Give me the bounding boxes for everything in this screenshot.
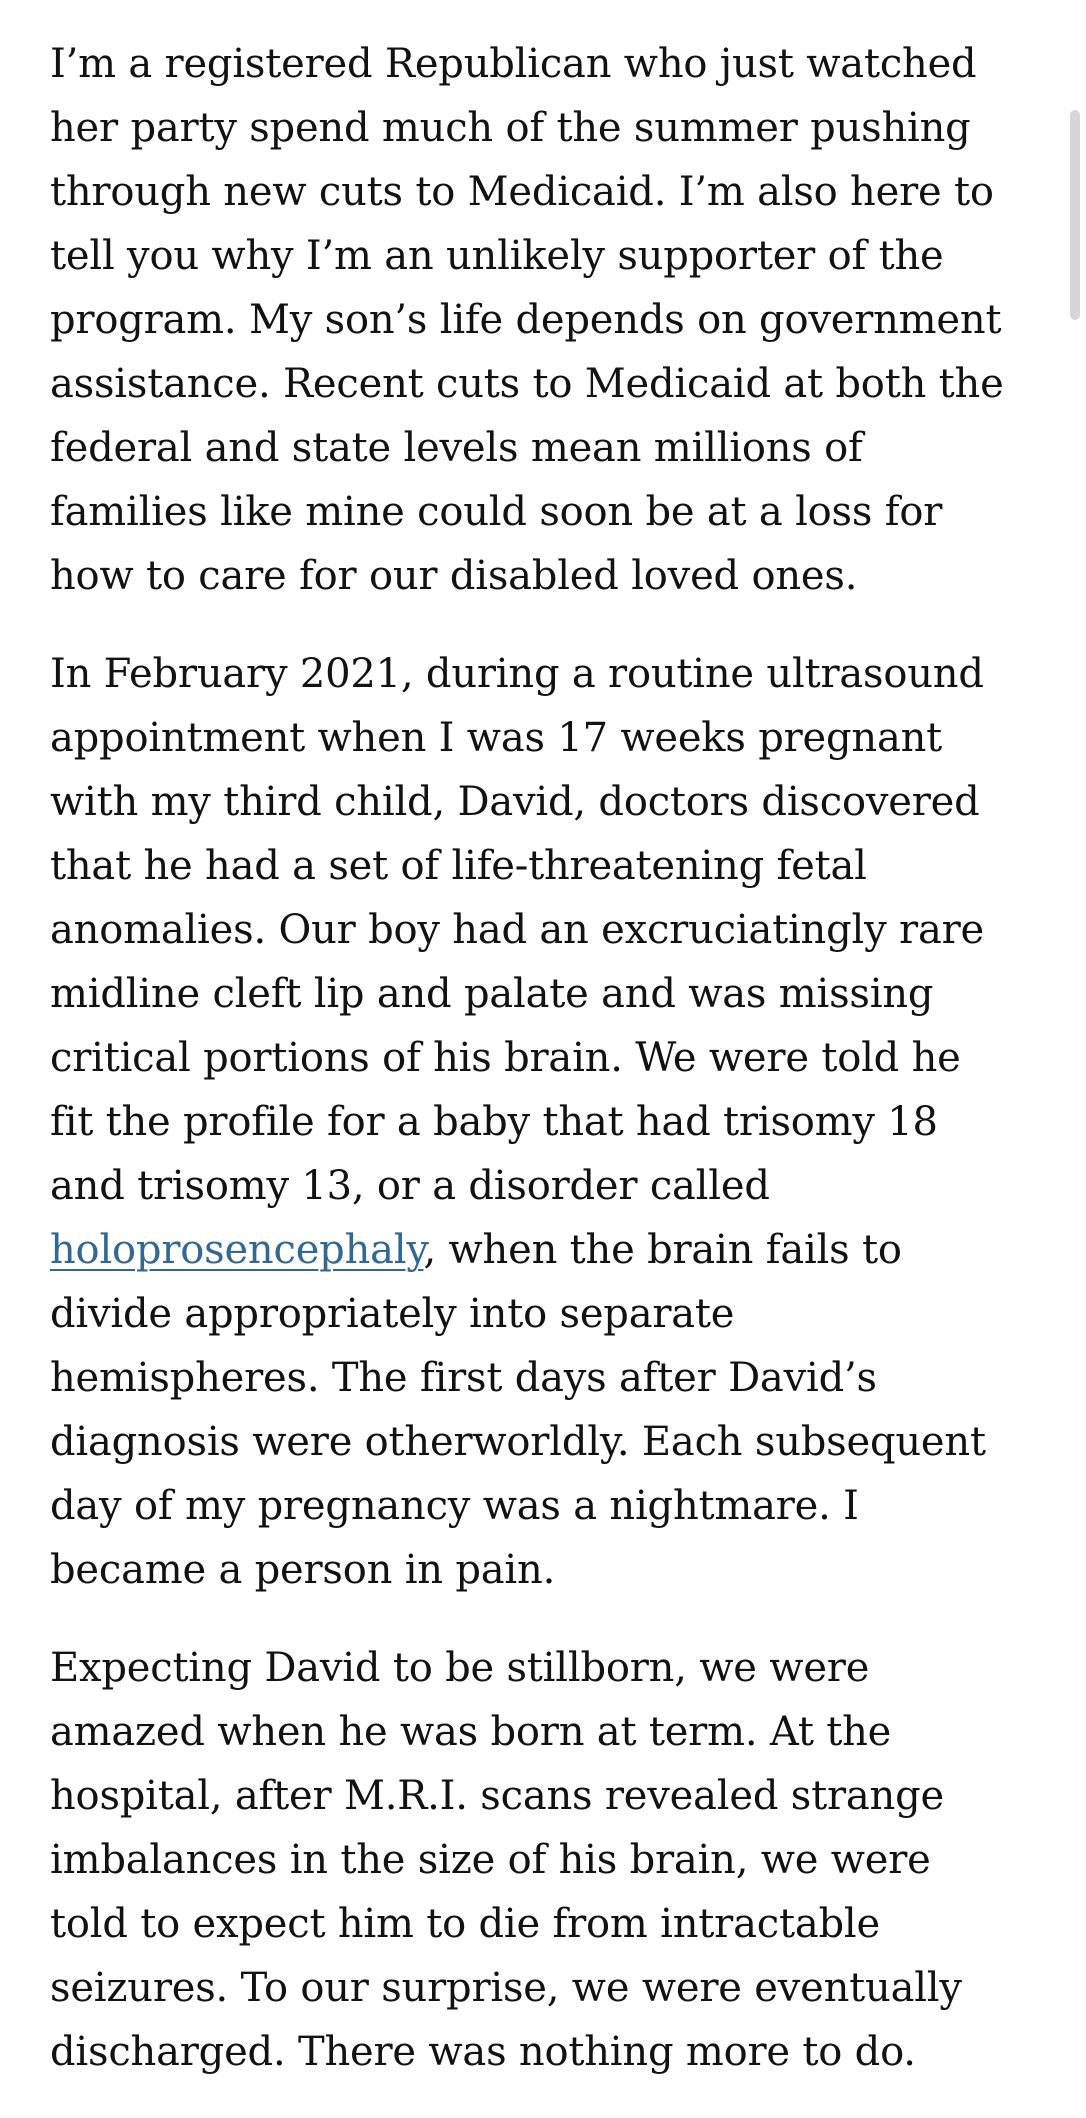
text-line: and trisomy 13, or a disorder called [50,1163,770,1209]
text-line: I’m a registered Republican who just watched [50,41,977,87]
text-line: midline cleft lip and palate and was missing [50,971,934,1017]
text-line: tell you why I’m an unlikely supporter of the [50,233,944,279]
text-line: assistance. Recent cuts to Medicaid at both the [50,361,1004,407]
text-line: In February 2021, during a routine ultrasound [50,651,984,697]
text-line: hospital, after M.R.I. scans revealed strange [50,1773,944,1819]
paragraph-1 [50,32,1050,608]
text-line: anomalies. Our boy had an excruciatingly rare [50,907,984,953]
text-line: told to expect him to die from intractable [50,1901,880,1947]
text-line: that he had a set of life-threatening fetal [50,843,867,889]
text-line: amazed when he was born at term. At the [50,1709,892,1755]
text-line: seizures. To our surprise, we were eventually [50,1965,962,2011]
text-line: Expecting David to be stillborn, we were [50,1645,870,1691]
holoprosencephaly-link[interactable]: holoprosencephaly [50,1227,424,1273]
text-line: critical portions of his brain. We were told he [50,1035,961,1081]
scrollbar-thumb[interactable] [1070,110,1080,320]
text-line: became a person in pain. [50,1547,556,1593]
text-line: appointment when I was 17 weeks pregnant [50,715,943,761]
text-line: program. My son’s life depends on government [50,297,1002,343]
text-line: through new cuts to Medicaid. I’m also here to [50,169,994,215]
text-line: discharged. There was nothing more to do. [50,2029,916,2075]
text-line: how to care for our disabled loved ones. [50,553,858,599]
text-fragment: , when the brain fails to [423,1227,902,1273]
paragraph-3 [50,1636,1050,2084]
text-line: with my third child, David, doctors discovered [50,779,980,825]
text-line: diagnosis were otherworldly. Each subsequent [50,1419,986,1465]
text-line: imbalances in the size of his brain, we were [50,1837,931,1883]
text-line: fit the profile for a baby that had trisomy 18 [50,1099,938,1145]
text-line: federal and state levels mean millions of [50,425,863,471]
text-line: divide appropriately into separate [50,1291,735,1337]
text-line: day of my pregnancy was a nightmare. I [50,1483,859,1529]
text-line-with-link [50,1218,1050,1282]
text-line: her party spend much of the summer pushing [50,105,971,151]
paragraph-2 [50,642,1050,1602]
text-line: hemispheres. The first days after David’s [50,1355,877,1401]
article-body [50,32,1050,2118]
text-line: families like mine could soon be at a loss for [50,489,943,535]
